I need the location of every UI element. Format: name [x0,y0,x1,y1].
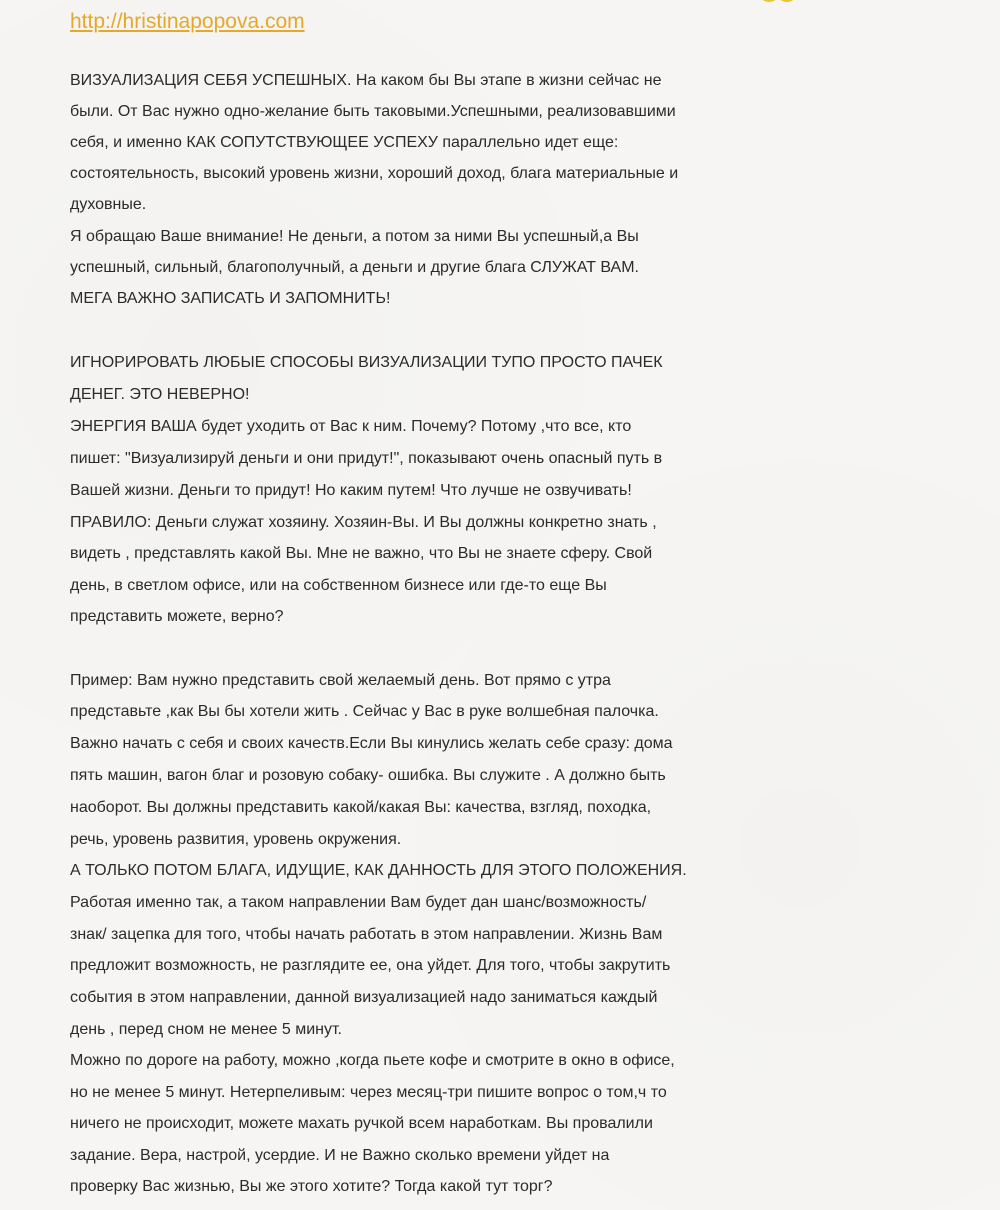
decorative-stroke-2 [776,0,798,2]
text-line: но не менее 5 минут. Нетерпеливым: через месяц-три пишите вопрос о том,ч то [70,1084,667,1101]
text-line: Вашей жизни. Деньги то придут! Но каким путем! Что лучше не озвучивать! [70,482,632,499]
text-line: ВИЗУАЛИЗАЦИЯ СЕБЯ УСПЕШНЫХ. На каком бы Вы этапе в жизни сейчас не [70,72,662,89]
text-line: ИГНОРИРОВАТЬ ЛЮБЫЕ СПОСОБЫ ВИЗУАЛИЗАЦИИ ТУПО ПРОСТО ПАЧЕК [70,354,663,371]
text-line: ПРАВИЛО: Деньги служат хозяину. Хозяин-Вы. И Вы должны конкретно знать , [70,514,657,531]
text-line: представьте ,как Вы бы хотели жить . Сейчас у Вас в руке волшебная палочка. [70,703,659,720]
decorative-top-script [718,0,838,6]
text-line: себя, и именно КАК СОПУТСТВУЮЩЕЕ УСПЕХУ параллельно идет еще: [70,134,619,151]
text-line: пять машин, вагон благ и розовую собаку- ошибка. Вы служите . А должно быть [70,767,666,784]
text-line: задание. Вера, настрой, усердие. И не Важно сколько времени уйдет на [70,1147,610,1164]
text-line: ДЕНЕГ. ЭТО НЕВЕРНО! [70,386,250,403]
text-line: ЭНЕРГИЯ ВАША будет уходить от Вас к ним. Почему? Потому ,что все, кто [70,418,632,435]
text-line: представить можете, верно? [70,608,284,625]
text-line: события в этом направлении, данной визуализацией надо заниматься каждый [70,989,658,1006]
text-line: день , перед сном не менее 5 минут. [70,1021,342,1038]
website-link[interactable]: http://hristinapopova.com [70,10,305,33]
text-line: проверку Вас жизнью, Вы же этого хотите? Тогда какой тут торг? [70,1178,553,1195]
text-line: предложит возможность, не разглядите ее, она уйдет. Для того, чтобы закрутить [70,957,671,974]
text-line: видеть , представлять какой Вы. Мне не важно, что Вы не знаете сферу. Свой [70,545,653,562]
text-line: состоятельность, высокий уровень жизни, хороший доход, блага материальные и [70,165,679,182]
text-line: были. От Вас нужно одно-желание быть таковыми.Успешными, реализовавшими [70,103,676,120]
text-line: речь, уровень развития, уровень окружения. [70,831,402,848]
text-line: успешный, сильный, благополучный, а деньги и другие блага СЛУЖАТ ВАМ. [70,259,639,276]
text-line: знак/ зацепка для того, чтобы начать работать в этом направлении. Жизнь Вам [70,926,663,943]
text-line: день, в светлом офисе, или на собственном бизнесе или где-то еще Вы [70,577,607,594]
text-line: Я обращаю Ваше внимание! Не деньги, а потом за ними Вы успешный,а Вы [70,228,639,245]
text-line: Пример: Вам нужно представить свой желаемый день. Вот прямо с утра [70,672,611,689]
text-line: ничего не происходит, можете махать ручкой всем наработкам. Вы провалили [70,1115,653,1132]
text-line: духовные. [70,196,147,213]
text-line: А ТОЛЬКО ПОТОМ БЛАГА, ИДУЩИЕ, КАК ДАННОСТЬ ДЛЯ ЭТОГО ПОЛОЖЕНИЯ. [70,862,687,879]
text-line: пишет: "Визуализируй деньги и они придут!", показывают очень опасный путь в [70,450,663,467]
text-line: наоборот. Вы должны представить какой/какая Вы: качества, взгляд, походка, [70,799,652,816]
decorative-stroke-1 [758,0,780,2]
text-line: Работая именно так, а таком направлении Вам будет дан шанс/возможность/ [70,894,647,911]
text-line: Важно начать с себя и своих качеств.Если Вы кинулись желать себе сразу: дома [70,735,673,752]
text-line: МЕГА ВАЖНО ЗАПИСАТЬ И ЗАПОМНИТЬ! [70,290,391,307]
text-line: Можно по дороге на работу, можно ,когда пьете кофе и смотрите в окно в офисе, [70,1052,675,1069]
